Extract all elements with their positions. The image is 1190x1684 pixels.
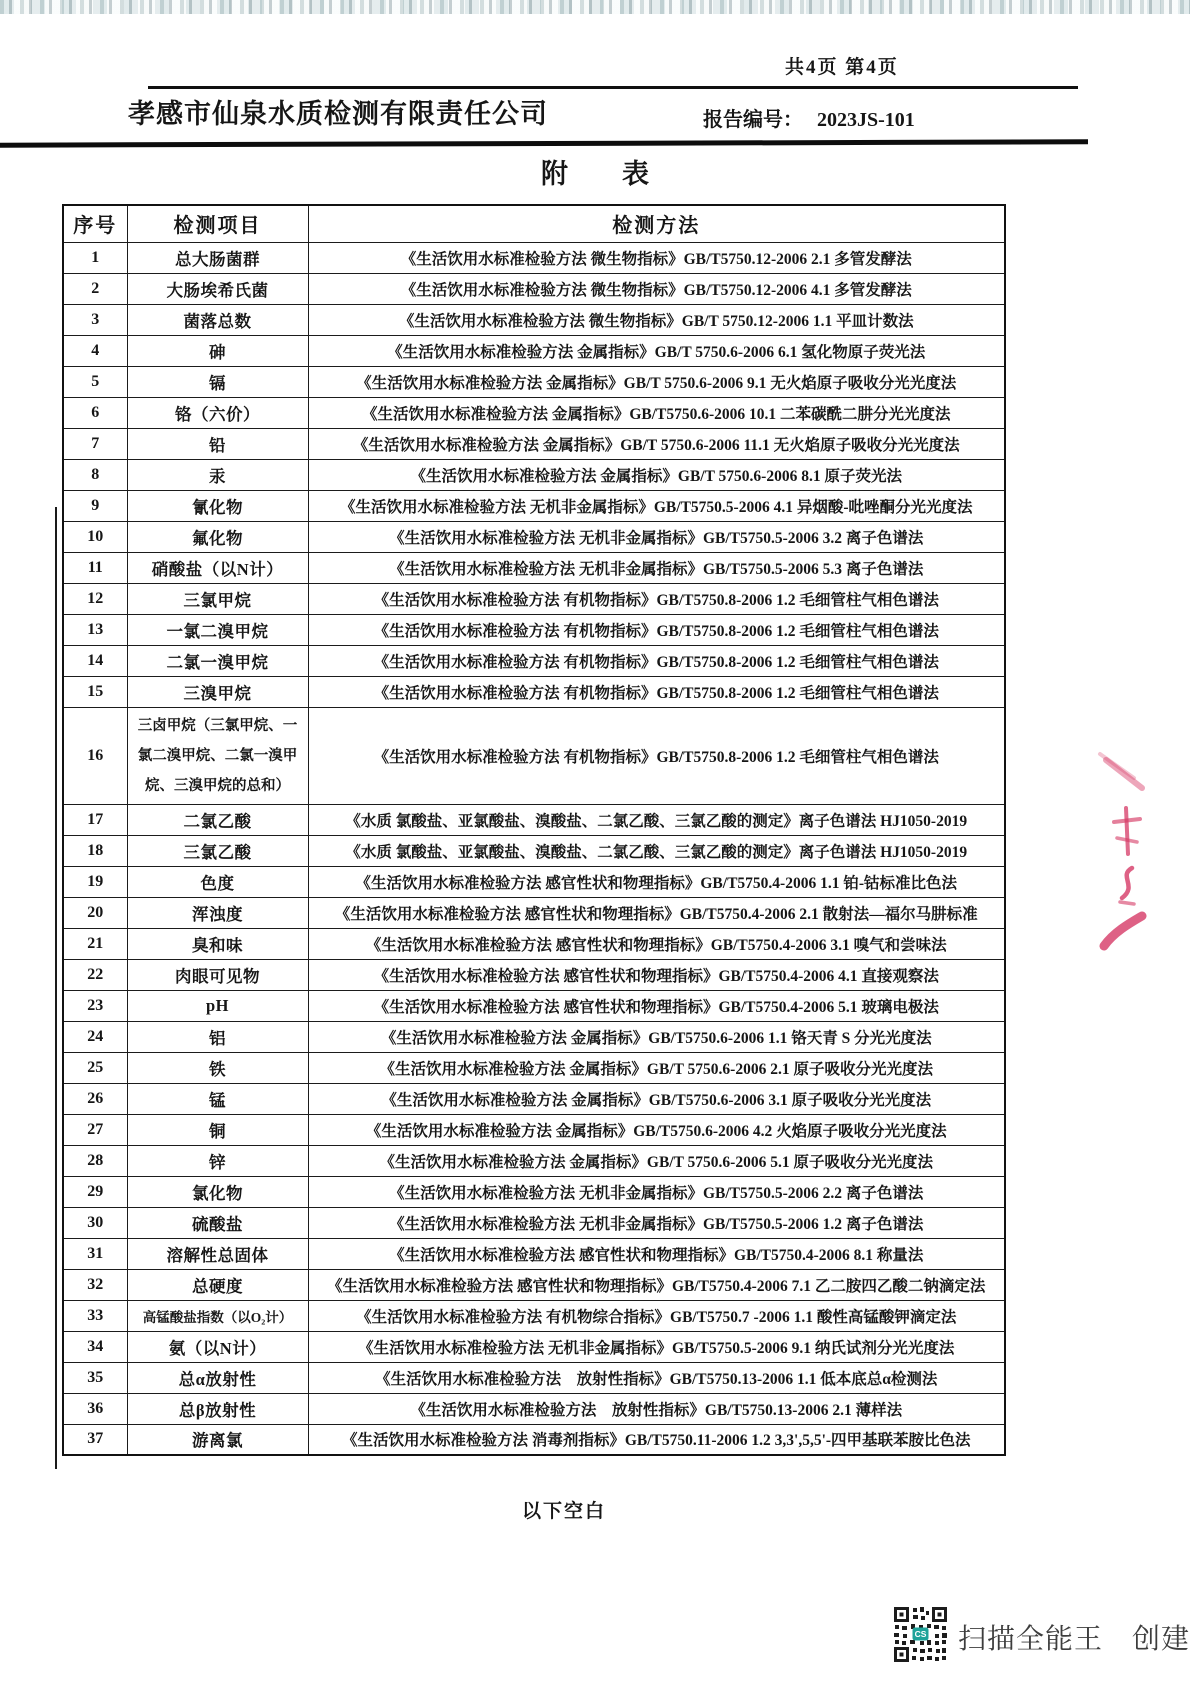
test-item-cell: 铬（六价） [127,397,308,428]
test-method-cell: 《生活饮用水标准检验方法 金属指标》GB/T 5750.6-2006 9.1 无火焰原子吸收分光光度法 [308,366,1005,397]
test-item-cell: 色度 [127,866,308,897]
test-item-cell: 肉眼可见物 [127,959,308,990]
row-number-cell: 7 [63,428,127,459]
table-row [63,428,1005,459]
test-item-cell: 三氯甲烷 [127,583,308,614]
row-number-cell: 8 [63,459,127,490]
test-item-cell: 大肠埃希氏菌 [127,273,308,304]
table-row [63,1114,1005,1145]
table-row [63,335,1005,366]
table-row [63,459,1005,490]
row-number-cell: 33 [63,1300,127,1331]
test-item-cell: 氨（以N计） [127,1331,308,1362]
table-row [63,990,1005,1021]
test-method-cell: 《生活饮用水标准检验方法 无机非金属指标》GB/T5750.5-2006 3.2 离子色谱法 [308,521,1005,552]
row-number-cell: 10 [63,521,127,552]
row-number-cell: 27 [63,1114,127,1145]
test-item-cell: 溶解性总固体 [127,1238,308,1269]
column-header-no: 序号 [63,205,127,242]
test-item-cell: 铝 [127,1021,308,1052]
test-item-cell: 铅 [127,428,308,459]
scan-artifact-line [55,507,57,1469]
cs-badge [913,1628,929,1641]
company-name: 孝感市仙泉水质检测有限责任公司 [128,99,548,129]
test-method-cell: 《生活饮用水标准检验方法 无机非金属指标》GB/T5750.5-2006 4.1 异烟酸-吡唑酮分光光度法 [308,490,1005,521]
table-row [63,521,1005,552]
table-row [63,1300,1005,1331]
report-number-line [703,103,915,132]
page-count: 共4页 第4页 [785,57,899,78]
red-seal-fragment [1096,746,1160,958]
row-number-cell: 14 [63,645,127,676]
table-row [63,490,1005,521]
row-number-cell: 13 [63,614,127,645]
table-row [63,304,1005,335]
test-item-cell: pH [127,990,308,1021]
test-item-cell: 镉 [127,366,308,397]
test-item-cell: 氟化物 [127,521,308,552]
scanner-credit: 扫描全能王 创建 [958,1624,1190,1655]
row-number-cell: 29 [63,1176,127,1207]
test-item-cell: 三氯乙酸 [127,835,308,866]
report-number-label: 报告编号： [703,109,803,131]
table-row [63,1176,1005,1207]
page-title: 附 表 [541,159,649,189]
table-row [63,1269,1005,1300]
test-item-cell: 氰化物 [127,490,308,521]
table-row [63,1207,1005,1238]
row-number-cell: 32 [63,1269,127,1300]
row-number-cell: 9 [63,490,127,521]
report-number-value: 2023JS-101 [817,109,915,131]
test-item-cell: 二氯一溴甲烷 [127,645,308,676]
test-method-cell: 《生活饮用水标准检验方法 金属指标》GB/T 5750.6-2006 2.1 原子吸收分光光度法 [308,1052,1005,1083]
table-body [63,242,1005,1455]
test-method-cell: 《生活饮用水标准检验方法 金属指标》GB/T 5750.6-2006 6.1 氢化物原子荧光法 [308,335,1005,366]
test-method-cell: 《生活饮用水标准检验方法 金属指标》GB/T5750.6-2006 10.1 二苯碳酰二肼分光光度法 [308,397,1005,428]
row-number-cell: 24 [63,1021,127,1052]
row-number-cell: 3 [63,304,127,335]
test-item-cell: 硫酸盐 [127,1207,308,1238]
scan-noise-strip [0,0,1190,14]
table-header-row [63,205,1005,242]
test-method-cell: 《生活饮用水标准检验方法 感官性状和物理指标》GB/T5750.4-2006 8.1 称量法 [308,1238,1005,1269]
table-row [63,242,1005,273]
row-number-cell: 1 [63,242,127,273]
test-item-cell: 臭和味 [127,928,308,959]
table-row [63,707,1005,804]
test-method-cell: 《生活饮用水标准检验方法 有机物指标》GB/T5750.8-2006 1.2 毛细管柱气相色谱法 [308,676,1005,707]
test-method-cell: 《生活饮用水标准检验方法 微生物指标》GB/T 5750.12-2006 1.1 平皿计数法 [308,304,1005,335]
table-row [63,614,1005,645]
row-number-cell: 12 [63,583,127,614]
test-method-cell: 《生活饮用水标准检验方法 金属指标》GB/T 5750.6-2006 11.1 无火焰原子吸收分光光度法 [308,428,1005,459]
row-number-cell: 22 [63,959,127,990]
test-method-cell: 《生活饮用水标准检验方法 感官性状和物理指标》GB/T5750.4-2006 5.1 玻璃电极法 [308,990,1005,1021]
test-item-cell: 铁 [127,1052,308,1083]
test-item-cell: 一氯二溴甲烷 [127,614,308,645]
test-method-cell: 《生活饮用水标准检验方法 感官性状和物理指标》GB/T5750.4-2006 4.1 直接观察法 [308,959,1005,990]
test-item-cell: 砷 [127,335,308,366]
table-row [63,645,1005,676]
test-method-cell: 《生活饮用水标准检验方法 金属指标》GB/T5750.6-2006 1.1 铬天青 S 分光光度法 [308,1021,1005,1052]
table-row [63,676,1005,707]
svg-text:CS: CS [914,1629,927,1639]
row-number-cell: 34 [63,1331,127,1362]
row-number-cell: 18 [63,835,127,866]
row-number-cell: 5 [63,366,127,397]
row-number-cell: 26 [63,1083,127,1114]
test-method-cell: 《生活饮用水标准检验方法 无机非金属指标》GB/T5750.5-2006 9.1 纳氏试剂分光光度法 [308,1331,1005,1362]
test-method-cell: 《生活饮用水标准检验方法 有机物综合指标》GB/T5750.7 -2006 1.1 酸性高锰酸钾滴定法 [308,1300,1005,1331]
test-item-cell: 总α放射性 [127,1362,308,1393]
test-item-cell: 高锰酸盐指数（以O₂计） [127,1300,308,1331]
row-number-cell: 21 [63,928,127,959]
test-item-cell: 氯化物 [127,1176,308,1207]
row-number-cell: 23 [63,990,127,1021]
test-method-cell: 《生活饮用水标准检验方法 感官性状和物理指标》GB/T5750.4-2006 2.1 散射法—福尔马肼标准 [308,897,1005,928]
table-row [63,273,1005,304]
test-item-cell: 菌落总数 [127,304,308,335]
test-method-cell: 《生活饮用水标准检验方法 有机物指标》GB/T5750.8-2006 1.2 毛细管柱气相色谱法 [308,583,1005,614]
row-number-cell: 15 [63,676,127,707]
row-number-cell: 37 [63,1424,127,1455]
methods-table [62,204,1006,1456]
test-method-cell: 《生活饮用水标准检验方法 无机非金属指标》GB/T5750.5-2006 1.2 离子色谱法 [308,1207,1005,1238]
table-row [63,366,1005,397]
blank-below-note: 以下空白 [521,1501,606,1522]
test-item-cell: 总硬度 [127,1269,308,1300]
table-row [63,583,1005,614]
table-row [63,1021,1005,1052]
test-method-cell: 《生活饮用水标准检验方法 微生物指标》GB/T5750.12-2006 2.1 多管发酵法 [308,242,1005,273]
test-method-cell: 《生活饮用水标准检验方法 消毒剂指标》GB/T5750.11-2006 1.2 3,3',5,5'-四甲基联苯胺比色法 [308,1424,1005,1455]
row-number-cell: 25 [63,1052,127,1083]
test-method-cell: 《生活饮用水标准检验方法 微生物指标》GB/T5750.12-2006 4.1 多管发酵法 [308,273,1005,304]
test-method-cell: 《生活饮用水标准检验方法 感官性状和物理指标》GB/T5750.4-2006 3.1 嗅气和尝味法 [308,928,1005,959]
row-number-cell: 28 [63,1145,127,1176]
table-row [63,866,1005,897]
table-row [63,1393,1005,1424]
test-method-cell: 《生活饮用水标准检验方法 有机物指标》GB/T5750.8-2006 1.2 毛细管柱气相色谱法 [308,645,1005,676]
test-method-cell: 《水质 氯酸盐、亚氯酸盐、溴酸盐、二氯乙酸、三氯乙酸的测定》离子色谱法 HJ1050-2019 [308,804,1005,835]
row-number-cell: 16 [63,707,127,804]
table-row [63,1145,1005,1176]
row-number-cell: 35 [63,1362,127,1393]
test-method-cell: 《生活饮用水标准检验方法 有机物指标》GB/T5750.8-2006 1.2 毛细管柱气相色谱法 [308,614,1005,645]
methods-table-wrap [62,204,1004,1456]
test-item-cell: 游离氯 [127,1424,308,1455]
test-method-cell: 《生活饮用水标准检验方法 金属指标》GB/T 5750.6-2006 5.1 原子吸收分光光度法 [308,1145,1005,1176]
test-item-cell: 硝酸盐（以N计） [127,552,308,583]
test-method-cell: 《生活饮用水标准检验方法 金属指标》GB/T5750.6-2006 4.2 火焰原子吸收分光光度法 [308,1114,1005,1145]
table-row [63,1238,1005,1269]
test-method-cell: 《生活饮用水标准检验方法 金属指标》GB/T5750.6-2006 3.1 原子吸收分光光度法 [308,1083,1005,1114]
test-item-cell: 总β放射性 [127,1393,308,1424]
table-row [63,835,1005,866]
table-row [63,1331,1005,1362]
table-row [63,397,1005,428]
qr-code [893,1606,948,1663]
table-row [63,1424,1005,1455]
row-number-cell: 4 [63,335,127,366]
column-header-item: 检测项目 [127,205,308,242]
test-method-cell: 《生活饮用水标准检验方法 无机非金属指标》GB/T5750.5-2006 5.3 离子色谱法 [308,552,1005,583]
row-number-cell: 20 [63,897,127,928]
test-method-cell: 《生活饮用水标准检验方法 有机物指标》GB/T5750.8-2006 1.2 毛细管柱气相色谱法 [308,707,1005,804]
test-item-cell: 三卤甲烷（三氯甲烷、一氯二溴甲烷、二氯一溴甲烷、三溴甲烷的总和） [127,707,308,804]
test-method-cell: 《生活饮用水标准检验方法 无机非金属指标》GB/T5750.5-2006 2.2 离子色谱法 [308,1176,1005,1207]
test-method-cell: 《生活饮用水标准检验方法 放射性指标》GB/T5750.13-2006 2.1 薄样法 [308,1393,1005,1424]
test-method-cell: 《水质 氯酸盐、亚氯酸盐、溴酸盐、二氯乙酸、三氯乙酸的测定》离子色谱法 HJ1050-2019 [308,835,1005,866]
test-method-cell: 《生活饮用水标准检验方法 放射性指标》GB/T5750.13-2006 1.1 低本底总α检测法 [308,1362,1005,1393]
row-number-cell: 2 [63,273,127,304]
test-item-cell: 汞 [127,459,308,490]
row-number-cell: 17 [63,804,127,835]
test-method-cell: 《生活饮用水标准检验方法 金属指标》GB/T 5750.6-2006 8.1 原子荧光法 [308,459,1005,490]
table-row [63,959,1005,990]
test-item-cell: 锌 [127,1145,308,1176]
table-row [63,1083,1005,1114]
test-item-cell: 二氯乙酸 [127,804,308,835]
row-number-cell: 30 [63,1207,127,1238]
table-row [63,897,1005,928]
header-divider [148,86,1078,89]
row-number-cell: 19 [63,866,127,897]
table-row [63,552,1005,583]
table-row [63,1052,1005,1083]
test-item-cell: 三溴甲烷 [127,676,308,707]
test-item-cell: 铜 [127,1114,308,1145]
test-method-cell: 《生活饮用水标准检验方法 感官性状和物理指标》GB/T5750.4-2006 7.1 乙二胺四乙酸二钠滴定法 [308,1269,1005,1300]
column-header-method: 检测方法 [308,205,1005,242]
row-number-cell: 31 [63,1238,127,1269]
title-divider [0,139,1088,147]
table-row [63,804,1005,835]
table-row [63,928,1005,959]
test-item-cell: 总大肠菌群 [127,242,308,273]
table-row [63,1362,1005,1393]
test-method-cell: 《生活饮用水标准检验方法 感官性状和物理指标》GB/T5750.4-2006 1.1 铂-钴标准比色法 [308,866,1005,897]
row-number-cell: 11 [63,552,127,583]
test-item-cell: 浑浊度 [127,897,308,928]
row-number-cell: 6 [63,397,127,428]
row-number-cell: 36 [63,1393,127,1424]
test-item-cell: 锰 [127,1083,308,1114]
